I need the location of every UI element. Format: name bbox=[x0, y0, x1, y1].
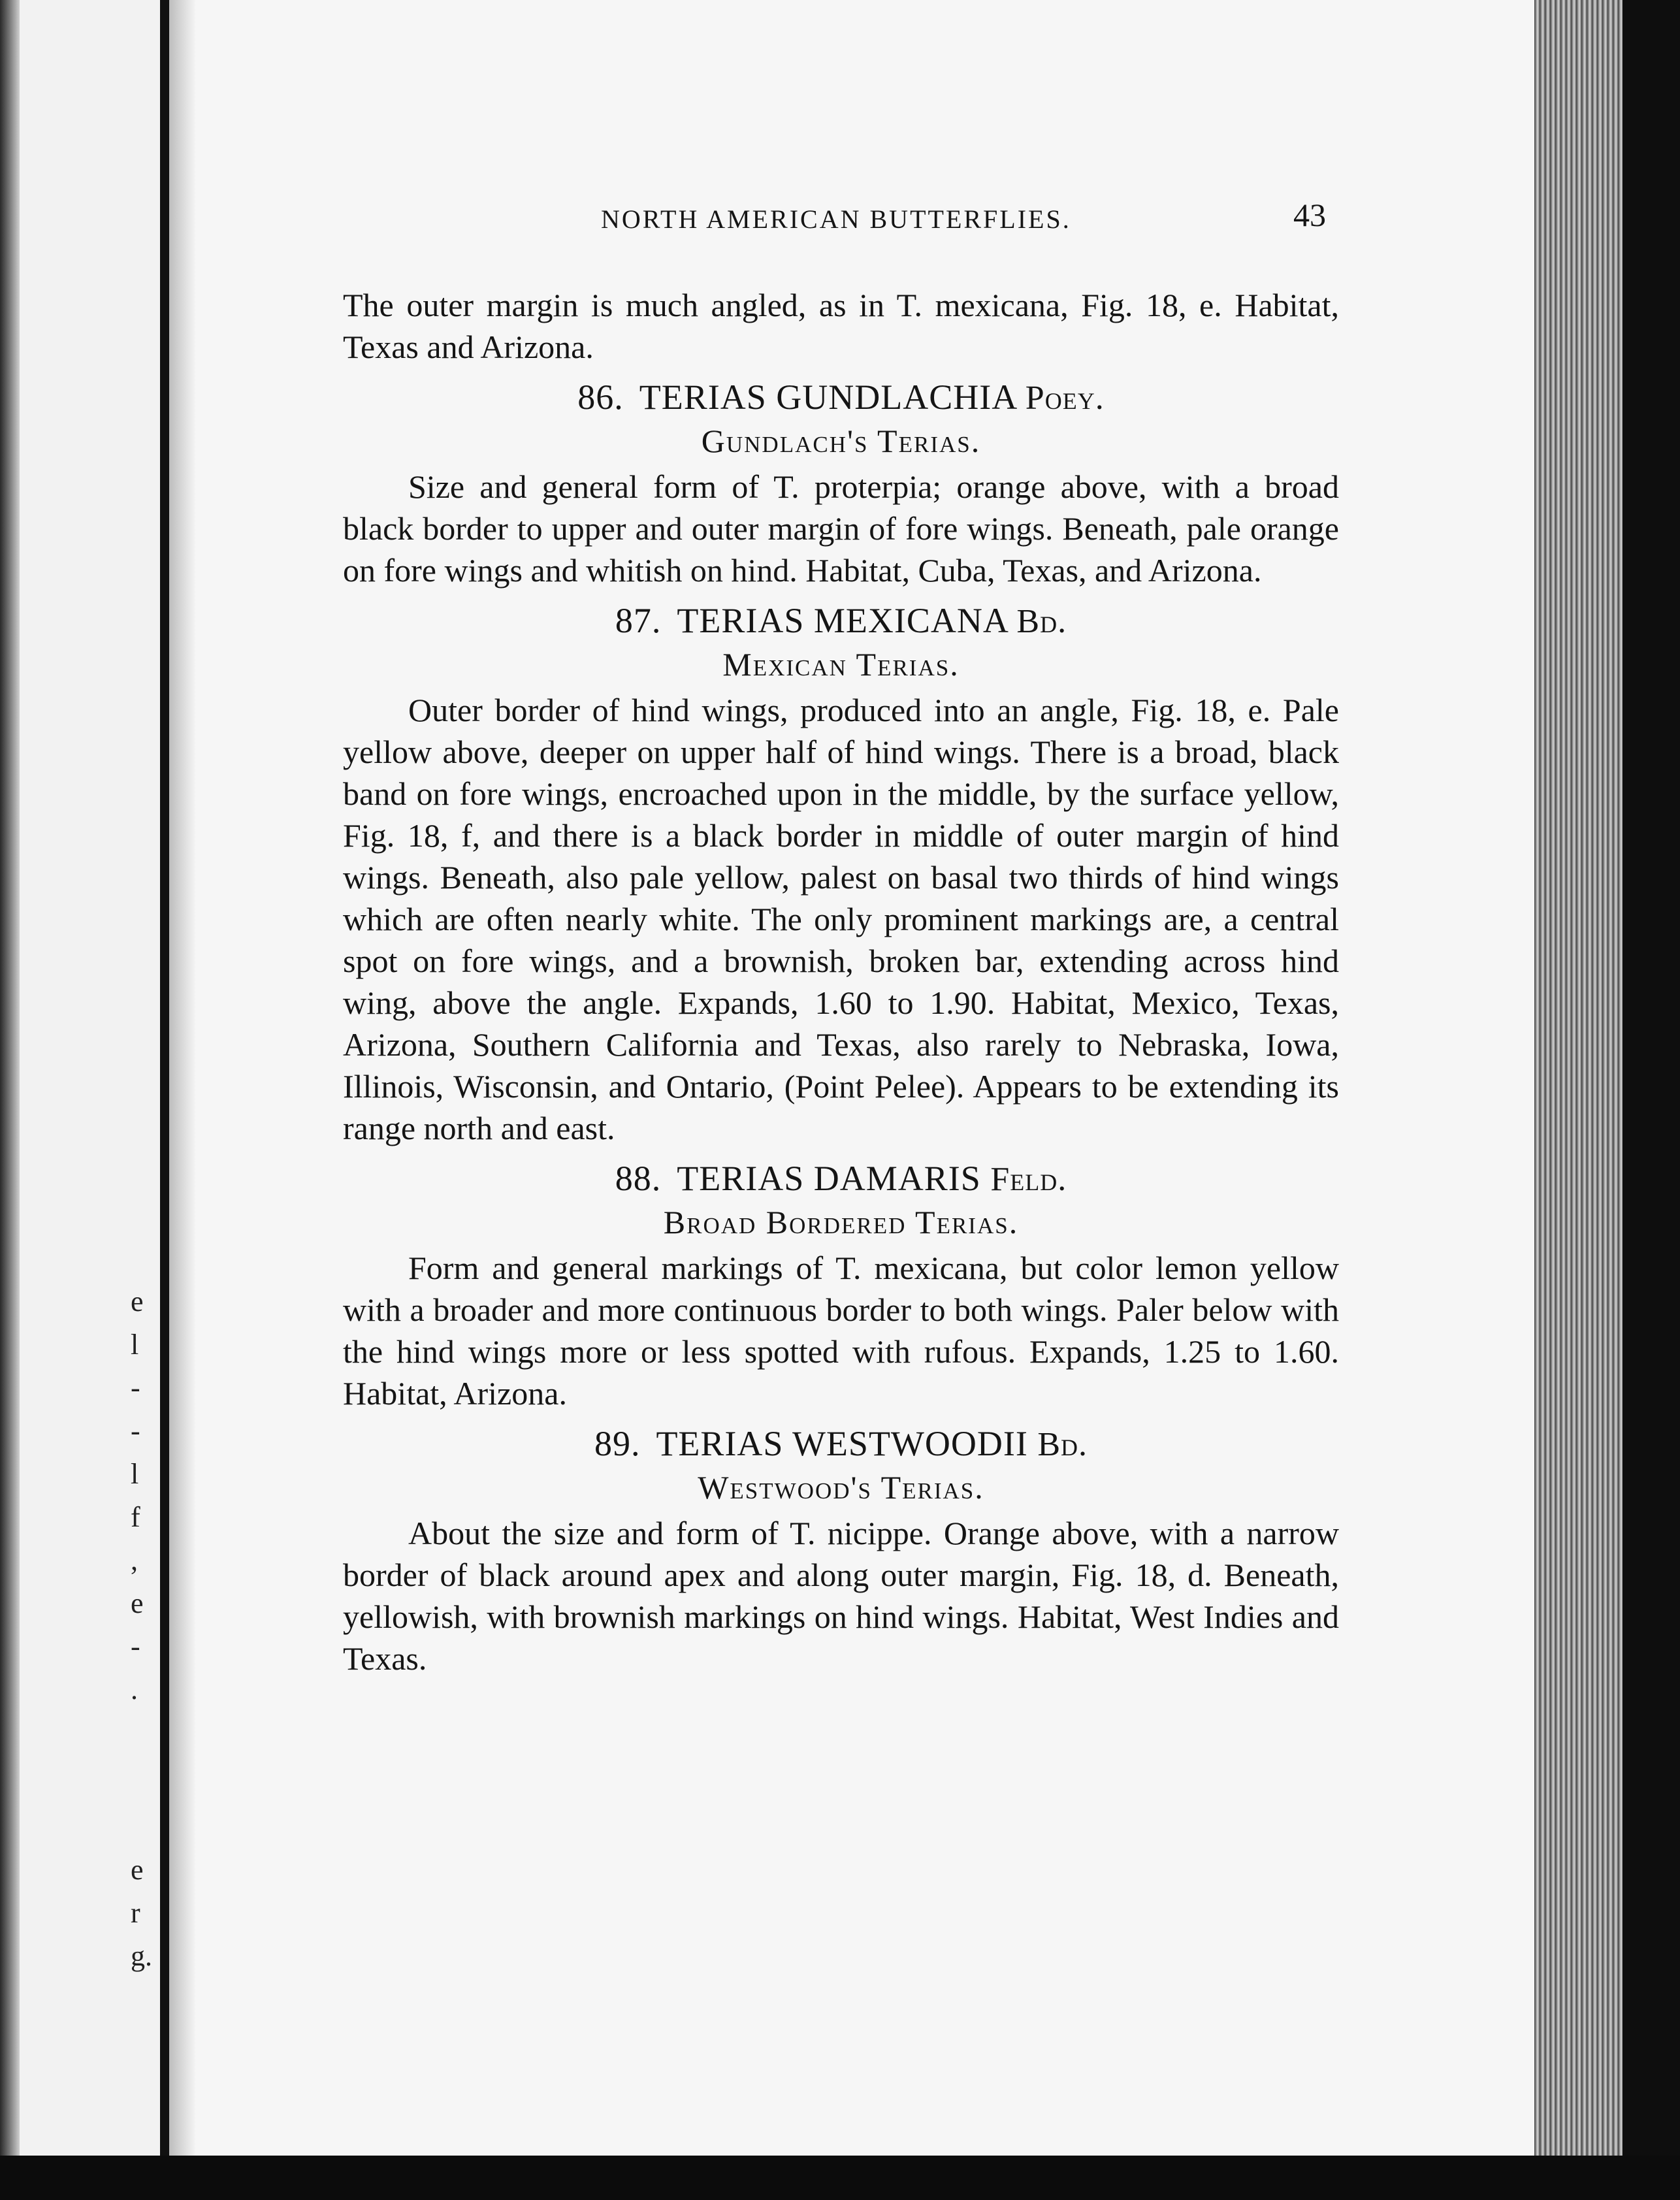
fragment: . bbox=[131, 1674, 138, 1706]
common-name: Broad Bordered Terias. bbox=[663, 1204, 1019, 1240]
species-name: TERIAS DAMARIS bbox=[677, 1159, 981, 1198]
fragment: e bbox=[131, 1854, 144, 1886]
species-description: About the size and form of T. nicippe. Orange above, with a narrow border of black around apex and along outer margin, Fig. 18, d. Beneath, yellowish, with brownish markings on hind wings. Habitat, West Indies and Texas. bbox=[343, 1515, 1339, 1677]
fragment: l bbox=[131, 1458, 139, 1490]
fragment: g. bbox=[131, 1940, 152, 1972]
gutter-shadow bbox=[169, 0, 195, 2200]
book-gutter bbox=[160, 0, 169, 2200]
species-description: Outer border of hind wings, produced into an angle, Fig. 18, e. Pale yellow above, deeper on upper half of hind wings. There is a broad, black band on fore wings, encroached upon in the middle, by the surface yellow, Fig. 18, f, and there is a black border in middle of outer margin of hind wings. Beneath, also pale yellow, palest on basal two thirds of hind wings which are often nearly white. The only prominent markings are, a central spot on fore wings, and a brownish, broken bar, extending across hind wing, above the angle. Expands, 1.60 to 1.90. Habitat, Mexico, Texas, Arizona, Southern California and Texas, also rarely to Nebraska, Iowa, Illinois, Wisconsin, and Ontario, (Point Pelee). Appears to be extending its range north and east. bbox=[343, 692, 1339, 1146]
common-name: Gundlach's Terias. bbox=[701, 423, 981, 459]
text-column bbox=[343, 284, 1339, 1679]
species-heading bbox=[343, 599, 1339, 643]
species-description: Form and general markings of T. mexicana, but color lemon yellow with a broader and more continuous border to both wings. Paler below with the hind wings more or less spotted with rufous. Expands, 1.25 to 1.60. Habitat, Arizona. bbox=[343, 1250, 1339, 1412]
species-heading bbox=[343, 1422, 1339, 1466]
book-edge-right bbox=[1623, 0, 1680, 2200]
facing-page-text-fragments-lower bbox=[131, 1849, 157, 1978]
fragment: , bbox=[131, 1544, 138, 1576]
fragment: e bbox=[131, 1286, 144, 1318]
species-number: 87. bbox=[615, 601, 662, 640]
species-number: 86. bbox=[577, 378, 624, 417]
species-author: Bd. bbox=[1016, 603, 1067, 640]
page-number: 43 bbox=[1293, 197, 1326, 233]
page-stack-edge bbox=[1534, 0, 1623, 2162]
fragment: e bbox=[131, 1587, 144, 1619]
fragment: - bbox=[131, 1415, 140, 1447]
fragment: - bbox=[131, 1630, 140, 1662]
species-author: Poey. bbox=[1025, 380, 1105, 417]
scan-bottom-border bbox=[0, 2156, 1680, 2200]
species-name: TERIAS MEXICANA bbox=[677, 601, 1007, 640]
species-author: Bd. bbox=[1037, 1426, 1088, 1463]
species-name: TERIAS GUNDLACHIA bbox=[639, 378, 1016, 417]
book-edge-left bbox=[0, 0, 20, 2200]
facing-page-text-fragments-upper bbox=[131, 1280, 157, 1711]
fragment: l bbox=[131, 1329, 139, 1361]
species-heading bbox=[343, 376, 1339, 420]
fragment: f bbox=[131, 1501, 140, 1533]
species-description: Size and general form of T. proterpia; orange above, with a broad black border to upper and outer margin of fore wings. Beneath, pale orange on fore wings and whitish on hind. Habitat, Cuba, Texas, and Arizona. bbox=[343, 468, 1339, 589]
species-heading bbox=[343, 1157, 1339, 1201]
fragment: - bbox=[131, 1372, 140, 1404]
common-name: Westwood's Terias. bbox=[698, 1469, 984, 1506]
intro-paragraph: The outer margin is much angled, as in T. mexicana, Fig. 18, e. Habitat, Texas and Arizona. bbox=[343, 287, 1339, 365]
species-name: TERIAS WESTWOODII bbox=[656, 1424, 1028, 1463]
common-name: Mexican Terias. bbox=[722, 646, 960, 683]
species-number: 89. bbox=[594, 1424, 641, 1463]
running-title: NORTH AMERICAN BUTTERFLIES. bbox=[601, 204, 1071, 234]
species-number: 88. bbox=[615, 1159, 662, 1198]
fragment: r bbox=[131, 1897, 140, 1929]
species-author: Feld. bbox=[990, 1161, 1067, 1198]
